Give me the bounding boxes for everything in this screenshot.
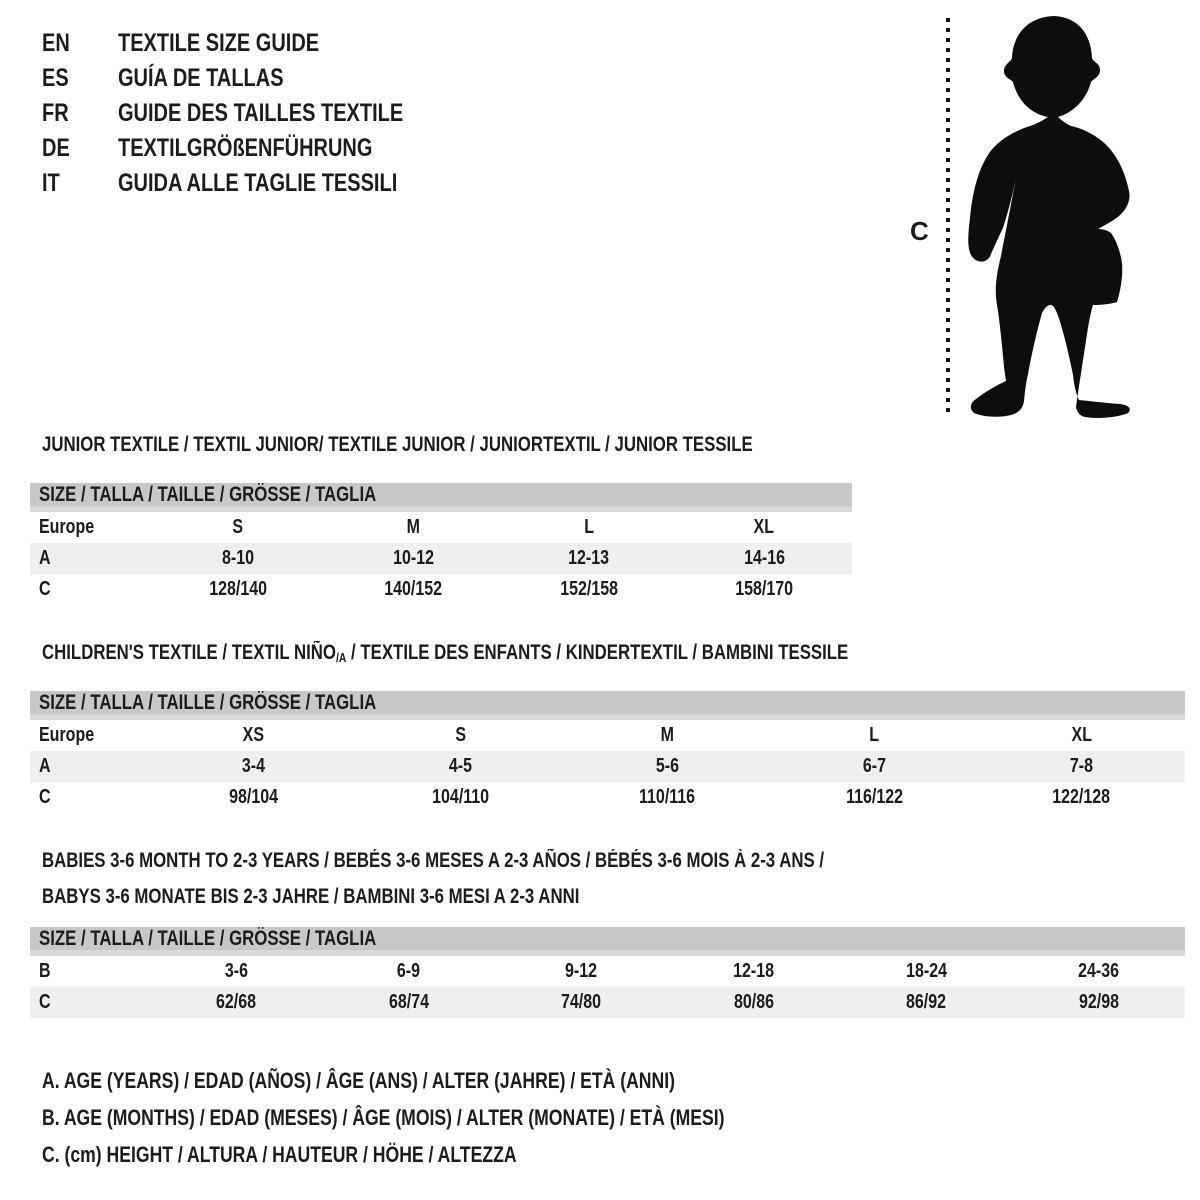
section-title-junior: JUNIOR TEXTILE / TEXTIL JUNIOR/ TEXTILE JUNIOR / JUNIORTEXTIL / JUNIOR TESSILE [42, 433, 753, 456]
table-cell: 74/80 [561, 991, 602, 1013]
table-cell: M [406, 516, 420, 538]
size-table-header: SIZE / TALLA / TAILLE / GRÖSSE / TAGLIA [30, 927, 1185, 956]
table-cell: XS [242, 724, 265, 746]
table-cell: L [583, 516, 594, 538]
table-row [30, 782, 1185, 813]
table-cell: 86/92 [906, 991, 947, 1013]
row-label: C [39, 578, 51, 600]
size-table-header: SIZE / TALLA / TAILLE / GRÖSSE / TAGLIA [30, 691, 1185, 720]
language-label: TEXTILE SIZE GUIDE [118, 29, 320, 57]
table-cell: 8-10 [221, 547, 254, 569]
row-label: A [39, 755, 51, 777]
table-row [30, 543, 852, 574]
table-cell: 14-16 [743, 547, 785, 569]
legend-line-b: B. AGE (MONTHS) / EDAD (MESES) / ÂGE (MOIS) / ALTER (MONATE) / ETÀ (MESI) [42, 1105, 725, 1130]
language-code: IT [42, 169, 60, 197]
table-cell: 110/116 [639, 786, 696, 808]
children-size-table [30, 691, 1185, 813]
language-label: GUIDA ALLE TAGLIE TESSILI [118, 169, 398, 197]
table-row [30, 987, 1185, 1018]
title-subscript: /A [335, 650, 347, 665]
table-cell: 3-4 [241, 755, 266, 777]
table-row [30, 751, 1185, 782]
legend-line-c: C. (cm) HEIGHT / ALTURA / HAUTEUR / HÖHE / ALTEZZA [42, 1142, 517, 1167]
language-code: DE [42, 134, 70, 162]
language-row [42, 61, 475, 96]
row-label: C [39, 786, 51, 808]
language-code: ES [42, 64, 69, 92]
table-row [30, 512, 852, 543]
language-label: TEXTILGRÖßENFÜHRUNG [118, 134, 373, 162]
language-row [42, 131, 475, 166]
table-cell: 116/122 [846, 786, 903, 808]
baby-silhouette-icon [966, 14, 1140, 424]
height-measure-label: C [910, 216, 929, 246]
language-list [42, 26, 475, 201]
table-cell: 98/104 [229, 786, 278, 808]
table-cell: 4-5 [448, 755, 473, 777]
table-cell: 92/98 [1078, 991, 1119, 1013]
junior-size-table [30, 483, 852, 605]
legend-line-a: A. AGE (YEARS) / EDAD (AÑOS) / ÂGE (ANS) / ALTER (JAHRE) / ETÀ (ANNI) [42, 1068, 675, 1093]
table-cell: 104/110 [432, 786, 489, 808]
language-label: GUÍA DE TALLAS [118, 64, 284, 92]
table-row [30, 956, 1185, 987]
table-cell: XL [1071, 724, 1092, 746]
table-cell: 9-12 [565, 960, 598, 982]
table-cell: 6-9 [397, 960, 421, 982]
table-cell: 80/86 [733, 991, 774, 1013]
table-cell: M [660, 724, 675, 746]
table-cell: S [455, 724, 466, 746]
table-cell: 18-24 [905, 960, 947, 982]
row-label: Europe [39, 724, 95, 746]
measurement-legend [42, 1062, 895, 1173]
table-row [30, 720, 1185, 751]
size-table-header: SIZE / TALLA / TAILLE / GRÖSSE / TAGLIA [30, 483, 852, 512]
table-cell: XL [754, 516, 775, 538]
table-row [30, 574, 852, 605]
language-label: GUIDE DES TAILLES TEXTILE [118, 99, 404, 127]
row-label: A [39, 547, 51, 569]
table-cell: L [869, 724, 880, 746]
table-cell: 3-6 [224, 960, 248, 982]
table-cell: 7-8 [1069, 755, 1094, 777]
table-cell: 152/158 [559, 578, 618, 600]
row-label: C [39, 991, 51, 1013]
table-cell: 10-12 [392, 547, 434, 569]
table-cell: 68/74 [388, 991, 429, 1013]
language-row [42, 96, 475, 131]
table-cell: 62/68 [216, 991, 257, 1013]
babies-size-table [30, 927, 1185, 1018]
table-cell: 24-36 [1078, 960, 1120, 982]
table-cell: 122/128 [1052, 786, 1111, 808]
language-row [42, 166, 475, 201]
row-label: B [39, 960, 51, 982]
section-title-babies: BABIES 3-6 MONTH TO 2-3 YEARS / BEBÉS 3-6 MESES A 2-3 AÑOS / BÉBÉS 3-6 MOIS À 2-3 ANS / BABYS 3-6 MONATE BIS 2-3 JAHRE / BAMBINI 3-6 MESI A 2-3 ANNI [42, 849, 825, 908]
language-row [42, 26, 475, 61]
table-cell: 12-18 [733, 960, 775, 982]
table-cell: 5-6 [655, 755, 680, 777]
table-cell: 6-7 [862, 755, 887, 777]
table-cell: 128/140 [208, 578, 267, 600]
language-code: EN [42, 29, 70, 57]
height-dashed-line [946, 18, 950, 416]
table-cell: 158/170 [735, 578, 794, 600]
language-code: FR [42, 99, 69, 127]
row-label: Europe [39, 516, 95, 538]
section-title-children: CHILDREN'S TEXTILE / TEXTIL $NIÑO_{/A}$ / TEXTILE DES ENFANTS / KINDERTEXTIL / BAMBINI TESSILE [42, 641, 849, 665]
table-cell: S [232, 516, 244, 538]
table-cell: 12-13 [568, 547, 610, 569]
table-cell: 140/152 [384, 578, 443, 600]
